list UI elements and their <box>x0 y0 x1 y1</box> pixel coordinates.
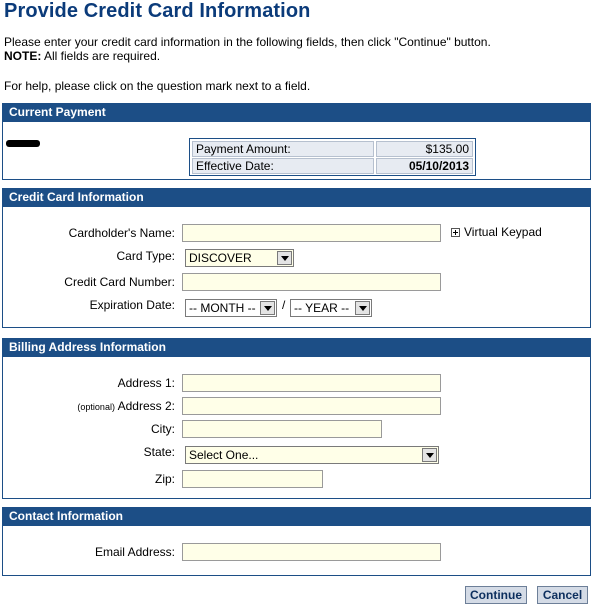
chevron-down-icon[interactable] <box>260 301 275 315</box>
chevron-down-icon[interactable] <box>277 251 292 265</box>
effective-date-value: 05/10/2013 <box>376 158 473 174</box>
chevron-down-icon[interactable] <box>422 448 437 462</box>
current-payment-header: Current Payment <box>3 104 590 122</box>
continue-button[interactable]: Continue <box>465 586 527 604</box>
address2-input[interactable] <box>182 397 441 415</box>
address2-label-text: Address 2: <box>114 399 175 413</box>
redacted-name <box>6 140 40 147</box>
state-value: Select One... <box>189 448 259 462</box>
city-input[interactable] <box>182 420 382 438</box>
zip-input[interactable] <box>182 470 323 488</box>
chevron-down-icon[interactable] <box>355 301 370 315</box>
page-title: Provide Credit Card Information <box>4 0 311 22</box>
virtual-keypad-label: Virtual Keypad <box>464 225 542 239</box>
billing-address-header: Billing Address Information <box>3 339 590 357</box>
payment-amount-label: Payment Amount: <box>192 141 374 157</box>
expiration-year-select[interactable] <box>290 299 372 317</box>
plus-box-icon <box>451 228 460 237</box>
expiration-year-value: -- YEAR -- <box>294 301 350 315</box>
credit-card-header: Credit Card Information <box>3 189 590 207</box>
payment-amount-row <box>192 141 473 157</box>
state-select[interactable] <box>185 446 439 464</box>
effective-date-label: Effective Date: <box>192 158 374 174</box>
date-separator: / <box>282 298 286 312</box>
card-type-value: DISCOVER <box>189 251 252 265</box>
payment-summary-table <box>189 138 476 176</box>
card-number-input[interactable] <box>182 273 441 291</box>
note-text: All fields are required. <box>41 49 161 63</box>
city-label: City: <box>151 422 175 436</box>
card-number-label: Credit Card Number: <box>64 275 175 289</box>
address2-label <box>20 399 175 414</box>
expiration-date-label: Expiration Date: <box>89 298 175 312</box>
address1-label: Address 1: <box>117 376 175 390</box>
intro-text <box>4 35 491 63</box>
email-input[interactable] <box>182 543 441 561</box>
virtual-keypad-link[interactable] <box>451 225 542 239</box>
note-line <box>4 49 491 63</box>
effective-date-row <box>192 158 473 174</box>
contact-header: Contact Information <box>3 508 590 526</box>
card-type-label: Card Type: <box>116 249 175 263</box>
payment-amount-value: $135.00 <box>376 141 473 157</box>
zip-label: Zip: <box>154 472 175 486</box>
optional-tag: (optional) <box>77 402 115 412</box>
expiration-month-value: -- MONTH -- <box>189 301 256 315</box>
expiration-month-select[interactable] <box>185 299 277 317</box>
intro-line: Please enter your credit card information in the following fields, then click "Continue" button. <box>4 35 491 49</box>
cancel-button[interactable]: Cancel <box>537 586 588 604</box>
cardholder-name-input[interactable] <box>182 224 441 242</box>
note-label: NOTE: <box>4 49 42 63</box>
help-text: For help, please click on the question mark next to a field. <box>4 79 311 93</box>
cardholder-name-label: Cardholder's Name: <box>68 226 175 240</box>
state-label: State: <box>143 445 175 459</box>
email-label: Email Address: <box>94 545 175 559</box>
contact-section <box>2 507 591 576</box>
address1-input[interactable] <box>182 374 441 392</box>
card-type-select[interactable] <box>185 249 294 267</box>
